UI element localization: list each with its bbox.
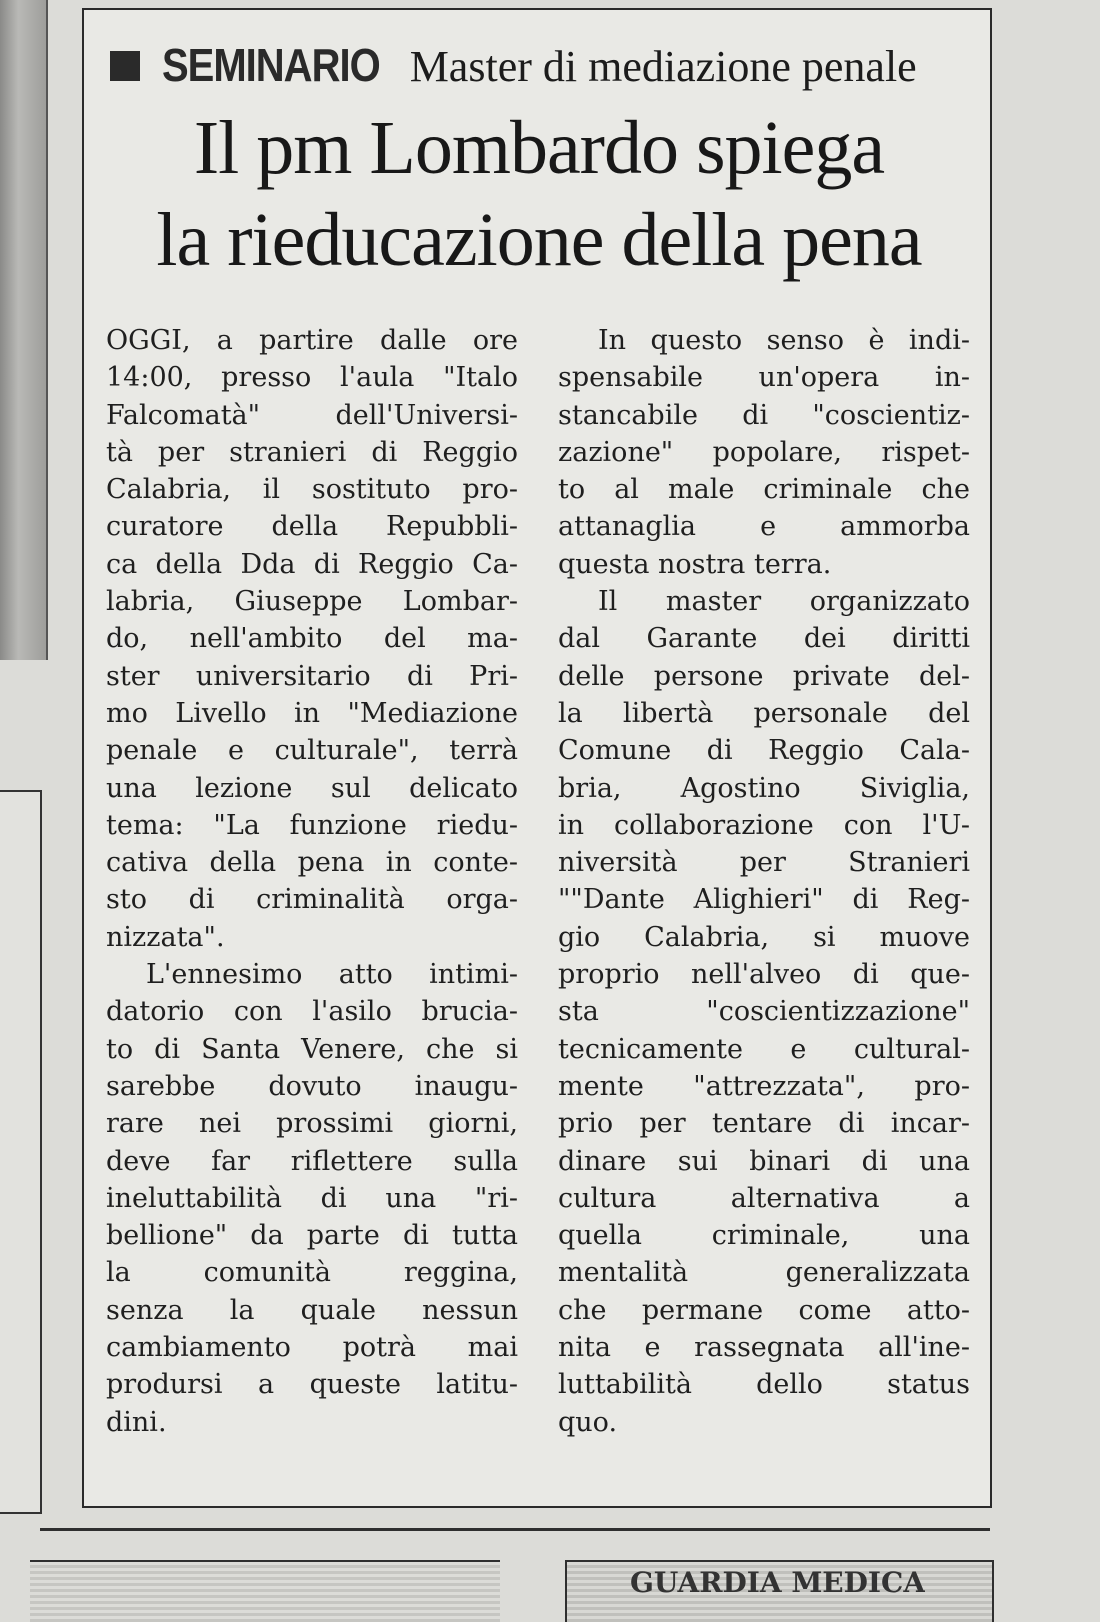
body-text-line: dini. bbox=[106, 1406, 167, 1438]
body-text-line: ca della Dda di Reggio Ca- bbox=[106, 548, 518, 580]
headline-line: Il pm Lombardo spiega bbox=[193, 106, 885, 190]
body-text-line: bellione" da parte di tutta bbox=[106, 1220, 518, 1252]
body-text-line: Falcomatà" dell'Universi- bbox=[106, 399, 518, 431]
body-text-line: spensabile un'opera in- bbox=[558, 362, 970, 394]
body-text-line: stancabile di "coscientiz- bbox=[558, 399, 970, 431]
body-text-line: to al male criminale che bbox=[558, 474, 970, 506]
body-text-line: penale e culturale", terrà bbox=[106, 735, 518, 767]
adjacent-photo-strip bbox=[0, 0, 48, 660]
headline-line: la rieducazione della pena bbox=[156, 198, 922, 282]
body-text-line: dinare sui binari di una bbox=[558, 1145, 970, 1177]
body-text-line: questa nostra terra. bbox=[558, 548, 832, 580]
body-text-line: gio Calabria, si muove bbox=[558, 921, 970, 953]
body-text-line: senza la quale nessun bbox=[106, 1294, 518, 1326]
body-text-line: datorio con l'asilo brucia- bbox=[106, 996, 518, 1028]
page-divider bbox=[40, 1528, 990, 1531]
body-text-line: 14:00, presso l'aula "Italo bbox=[106, 362, 518, 394]
body-text-line: mente "attrezzata", pro- bbox=[558, 1070, 970, 1102]
body-text-line: cultura alternativa a bbox=[558, 1182, 970, 1214]
body-text-line: In questo senso è indi- bbox=[598, 325, 970, 356]
body-text-line: luttabilità dello status bbox=[558, 1369, 970, 1401]
body-text-line: sta "coscientizzazione" bbox=[558, 996, 970, 1028]
body-column-left bbox=[106, 322, 518, 1441]
kicker bbox=[110, 36, 917, 96]
body-text-line: mentalità generalizzata bbox=[558, 1257, 970, 1289]
body-text-line: labria, Giuseppe Lombar- bbox=[106, 586, 518, 618]
body-text-line: in collaborazione con l'U- bbox=[558, 809, 970, 841]
body-text-line: niversità per Stranieri bbox=[558, 847, 970, 879]
body-text-line: nizzata". bbox=[106, 921, 225, 953]
body-text-line: la libertà personale del bbox=[558, 697, 970, 729]
body-text-line: mo Livello in "Mediazione bbox=[106, 697, 518, 729]
body-text-line: cativa della pena in conte- bbox=[106, 847, 518, 879]
body-text-line: delle persone private del- bbox=[558, 660, 970, 692]
adjacent-article-box bbox=[0, 790, 42, 1514]
body-text-line: dal Garante dei diritti bbox=[558, 623, 970, 655]
body-column-right bbox=[558, 322, 970, 1441]
body-text-line: tecnicamente e cultural- bbox=[558, 1033, 970, 1065]
body-text-line: do, nell'ambito del ma- bbox=[106, 623, 518, 655]
body-text-line: ineluttabilità di una "ri- bbox=[106, 1182, 518, 1214]
body-text-line: la comunità reggina, bbox=[106, 1257, 518, 1289]
body-text-line: prodursi a queste latitu- bbox=[106, 1369, 518, 1401]
body-text-line: tà per stranieri di Reggio bbox=[106, 436, 518, 468]
headline bbox=[114, 102, 964, 286]
body-text-line: quella criminale, una bbox=[558, 1220, 970, 1252]
body-text-line: nita e rassegnata all'ine- bbox=[558, 1332, 970, 1364]
body-text-line: proprio nell'alveo di que- bbox=[558, 959, 970, 991]
body-text-line: prio per tentare di incar- bbox=[558, 1108, 970, 1140]
body-text-line: curatore della Repubbli- bbox=[106, 511, 518, 543]
body-text-line: Il master organizzato bbox=[598, 586, 970, 618]
body-text-line: attanaglia e ammorba bbox=[558, 511, 970, 543]
body-text-line: una lezione sul delicato bbox=[106, 772, 518, 804]
body-text-line: bria, Agostino Siviglia, bbox=[558, 772, 970, 804]
body-text-line: OGGI, a partire dalle ore bbox=[106, 325, 518, 356]
body-text-line: ""Dante Alighieri" di Reg- bbox=[558, 884, 970, 916]
body-text-line: L'ennesimo atto intimi- bbox=[146, 959, 518, 991]
next-article-heading: GUARDIA MEDICA bbox=[630, 1566, 926, 1599]
body-text-line: sarebbe dovuto inaugu- bbox=[106, 1070, 518, 1102]
body-text-line: quo. bbox=[558, 1406, 618, 1438]
kicker-square-icon bbox=[110, 51, 140, 81]
kicker-tag: SEMINARIO bbox=[162, 40, 380, 91]
body-text-line: Calabria, il sostituto pro- bbox=[106, 474, 518, 506]
body-text-line: zazione" popolare, rispet- bbox=[558, 436, 970, 468]
kicker-subtitle: Master di mediazione penale bbox=[409, 41, 917, 91]
next-article-left-box bbox=[30, 1560, 500, 1622]
body-text-line: rare nei prossimi giorni, bbox=[106, 1108, 518, 1140]
body-text-line: che permane come atto- bbox=[558, 1294, 970, 1326]
body-text-line: sto di criminalità orga- bbox=[106, 884, 518, 916]
newspaper-article bbox=[82, 8, 992, 1508]
body-text-line: Comune di Reggio Cala- bbox=[558, 735, 970, 767]
body-text-line: deve far riflettere sulla bbox=[106, 1145, 518, 1177]
body-text-line: ster universitario di Pri- bbox=[106, 660, 518, 692]
body-text-line: tema: "La funzione riedu- bbox=[106, 809, 518, 841]
body-text-line: cambiamento potrà mai bbox=[106, 1332, 518, 1364]
body-text-line: to di Santa Venere, che si bbox=[106, 1033, 518, 1065]
